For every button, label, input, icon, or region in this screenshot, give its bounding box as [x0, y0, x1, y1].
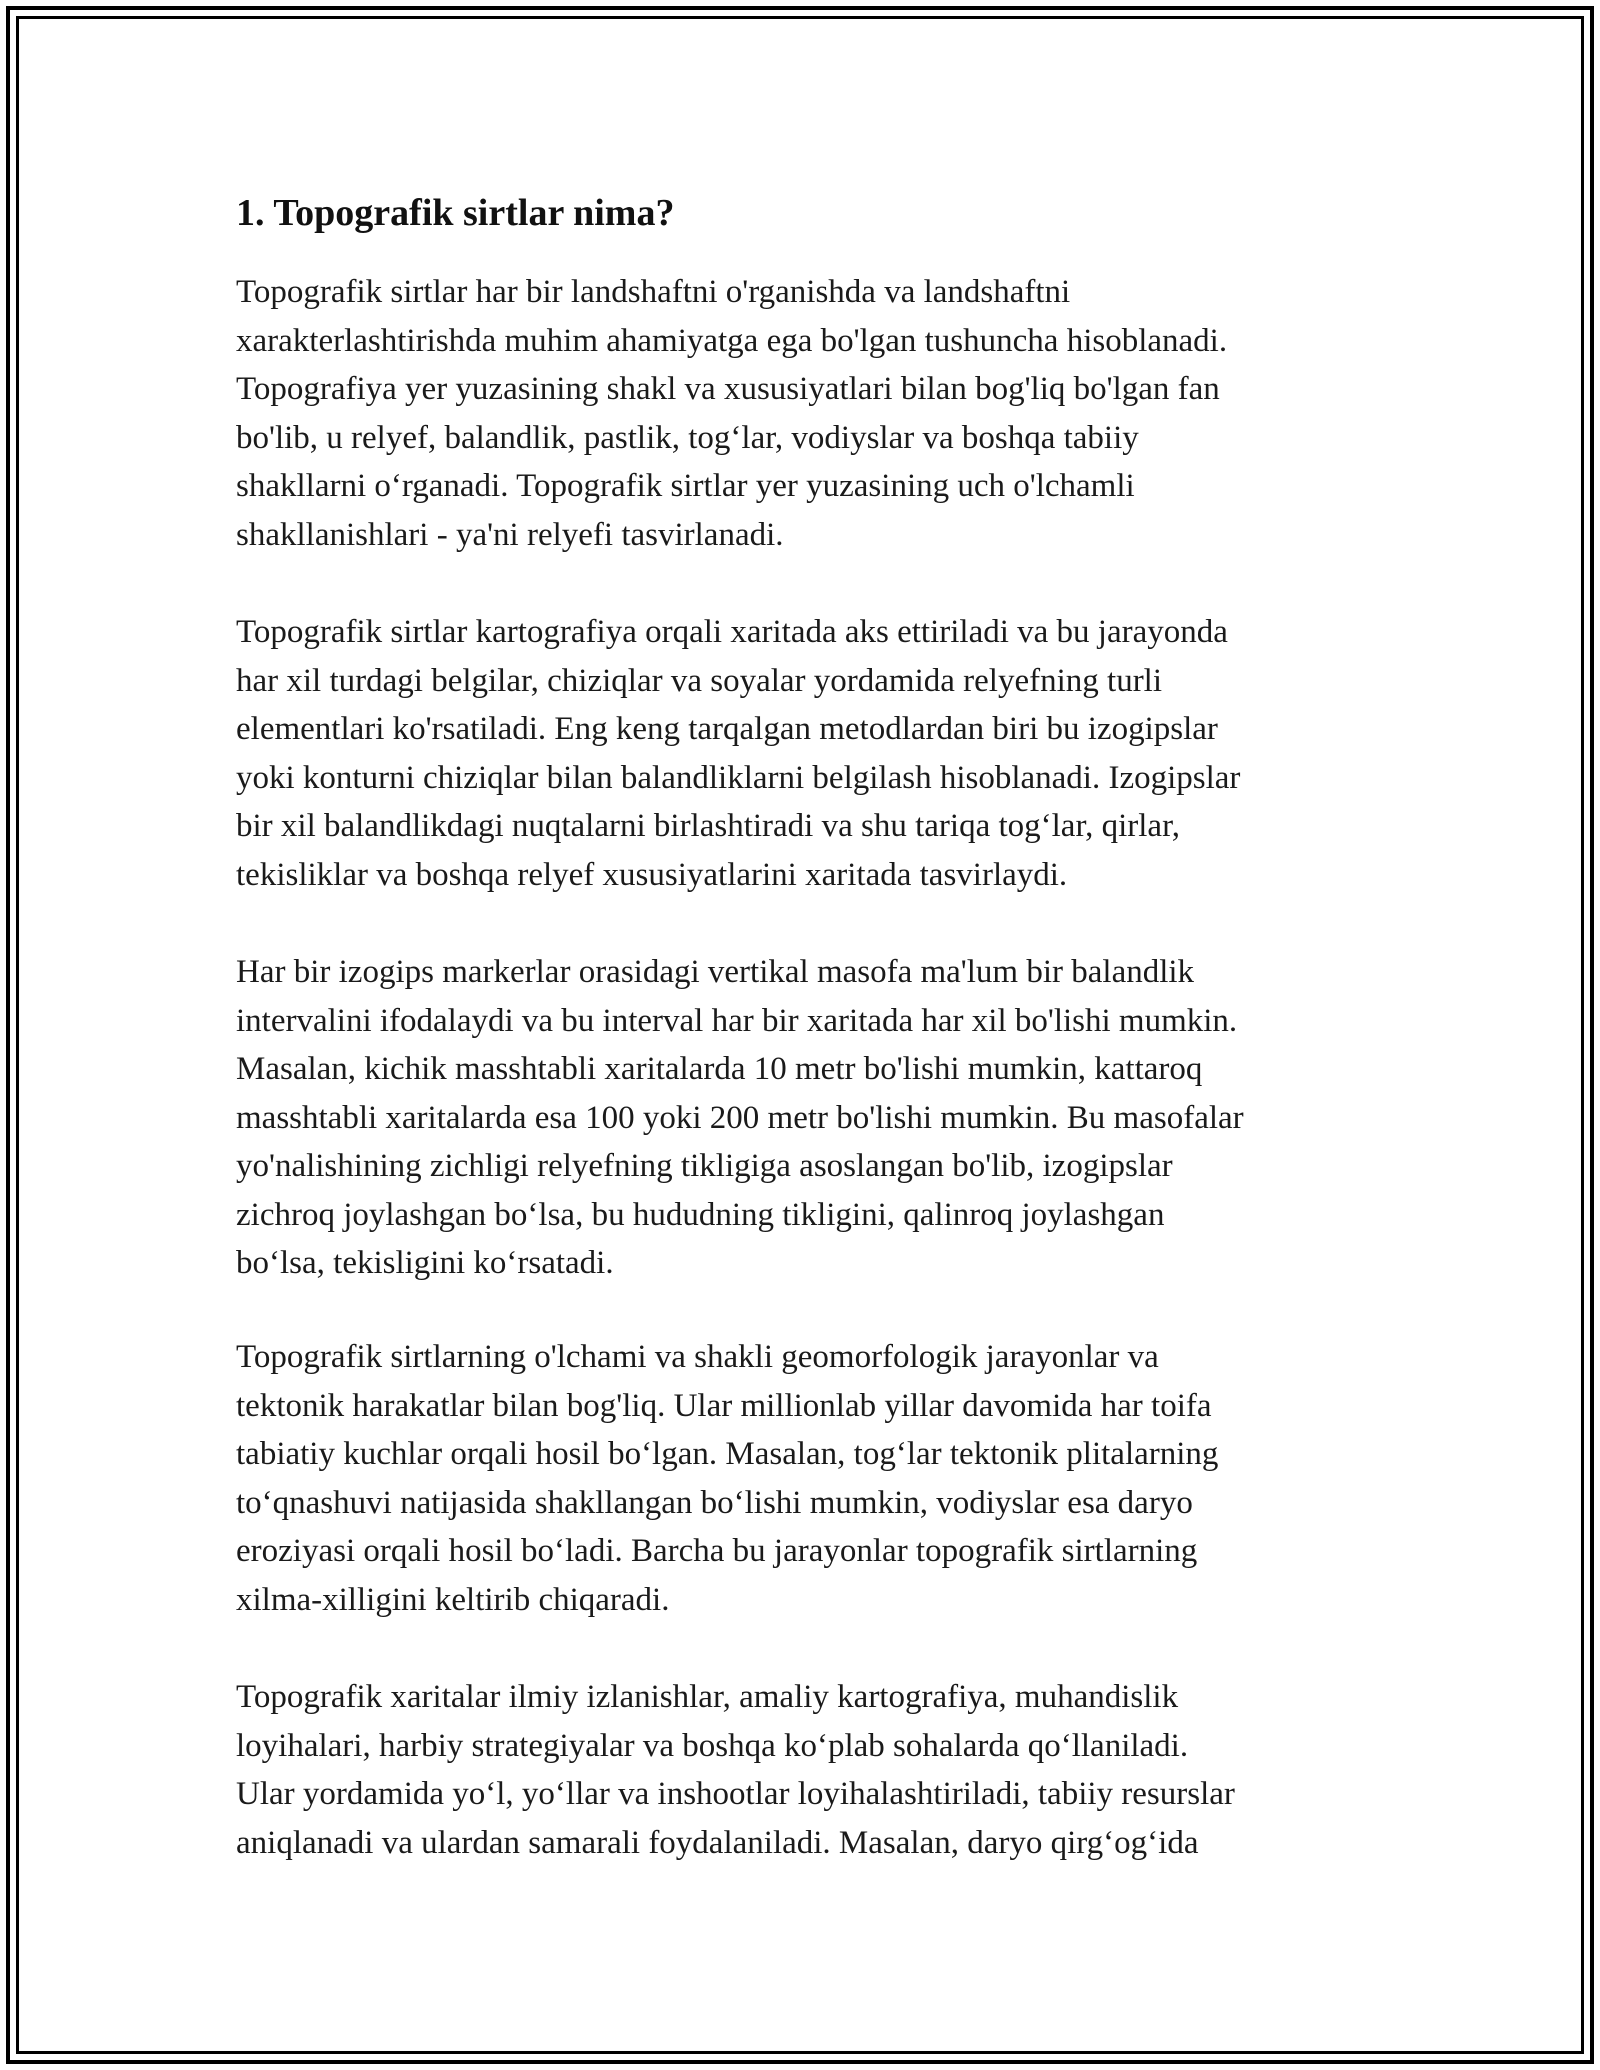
- paragraph-line: Topografik xaritalar ilmiy izlanishlar, amaliy kartografiya, muhandislik: [236, 1679, 1179, 1715]
- document-body: [236, 182, 1366, 1861]
- paragraph-line: bo'lib, u relyef, balandlik, pastlik, tog‘lar, vodiyslar va boshqa tabiiy: [236, 419, 1139, 456]
- section-heading: 1. Topografik sirtlar nima?: [236, 192, 675, 234]
- paragraph-line: elementlari ko'rsatiladi. Eng keng tarqalgan metodlardan biri bu izogipslar: [236, 711, 1218, 747]
- paragraph-line: xilma-xilligini keltirib chiqaradi.: [236, 1581, 670, 1618]
- body-paragraph: [236, 608, 1240, 899]
- body-paragraph: [236, 1673, 1235, 1867]
- paragraph-line: intervalini ifodalaydi va bu interval har bir xaritada har xil bo'lishi mumkin.: [236, 1002, 1238, 1039]
- paragraph-line: yo'nalishining zichligi relyefning tikligiga asoslangan bo'lib, izogipslar: [236, 1148, 1173, 1184]
- paragraph-line: Topografik sirtlarning o'lchami va shakli geomorfologik jarayonlar va: [236, 1339, 1159, 1375]
- paragraph-line: to‘qnashuvi natijasida shakllangan bo‘lishi mumkin, vodiyslar esa daryo: [236, 1484, 1193, 1521]
- paragraph-line: bir xil balandlikdagi nuqtalarni birlashtiradi va shu tariqa tog‘lar, qirlar,: [236, 808, 1180, 844]
- paragraph-line: Topografik sirtlar har bir landshaftni o'rganishda va landshaftni: [236, 274, 1071, 310]
- paragraph-line: yoki konturni chiziqlar bilan balandliklarni belgilash hisoblanadi. Izogipslar: [236, 759, 1241, 796]
- paragraph-line: eroziyasi orqali hosil bo‘ladi. Barcha bu jarayonlar topografik sirtlarning: [236, 1533, 1198, 1569]
- paragraph-line: shakllanishlari - ya'ni relyefi tasvirlanadi.: [236, 516, 784, 553]
- paragraph-line: shakllarni o‘rganadi. Topografik sirtlar yer yuzasining uch o'lchamli: [236, 468, 1135, 504]
- paragraph-line: Ular yordamida yo‘l, yo‘llar va inshootlar loyihalashtiriladi, tabiiy resurslar: [236, 1776, 1235, 1812]
- paragraph-line: tekisliklar va boshqa relyef xususiyatlarini xaritada tasvirlaydi.: [236, 856, 1068, 893]
- paragraph-line: har xil turdagi belgilar, chiziqlar va soyalar yordamida relyefning turli: [236, 662, 1163, 699]
- body-paragraph: [236, 1333, 1218, 1624]
- paragraph-line: xarakterlashtirishda muhim ahamiyatga ega bo'lgan tushuncha hisoblanadi.: [236, 322, 1228, 359]
- paragraph-line: zichroq joylashgan bo‘lsa, bu hududning tikligini, qalinroq joylashgan: [236, 1196, 1165, 1233]
- paragraph-line: tabiatiy kuchlar orqali hosil bo‘lgan. Masalan, tog‘lar tektonik plitalarning: [236, 1436, 1219, 1472]
- paragraph-line: Har bir izogips markerlar orasidagi vertikal masofa ma'lum bir balandlik: [236, 954, 1195, 990]
- body-paragraph: [236, 268, 1227, 559]
- paragraph-line: Masalan, kichik masshtabli xaritalarda 10 metr bo'lishi mumkin, kattaroq: [236, 1051, 1203, 1087]
- body-paragraph: [236, 948, 1244, 1288]
- paragraph-line: Topografik sirtlar kartografiya orqali xaritada aks ettiriladi va bu jarayonda: [236, 614, 1228, 650]
- paragraph-line: aniqlanadi va ulardan samarali foydalaniladi. Masalan, daryo qirg‘og‘ida: [236, 1824, 1199, 1861]
- paragraph-line: tektonik harakatlar bilan bog'liq. Ular millionlab yillar davomida har toifa: [236, 1387, 1212, 1424]
- paragraph-line: loyihalari, harbiy strategiyalar va boshqa ko‘plab sohalarda qo‘llaniladi.: [236, 1727, 1189, 1764]
- paragraph-line: masshtabli xaritalarda esa 100 yoki 200 metr bo'lishi mumkin. Bu masofalar: [236, 1099, 1244, 1136]
- paragraph-line: bo‘lsa, tekisligini ko‘rsatadi.: [236, 1245, 614, 1281]
- paragraph-line: Topografiya yer yuzasining shakl va xususiyatlari bilan bog'liq bo'lgan fan: [236, 371, 1220, 407]
